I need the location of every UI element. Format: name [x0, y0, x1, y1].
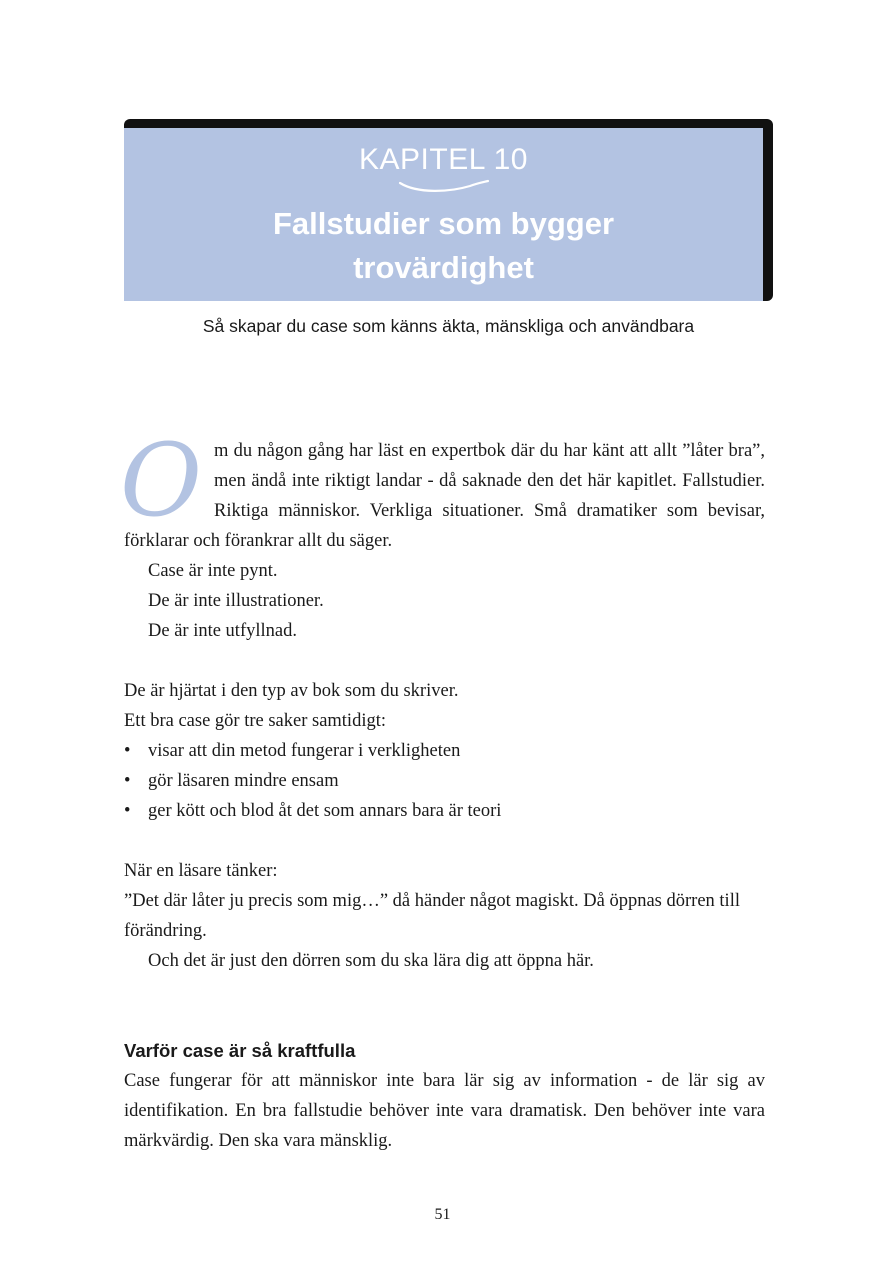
chapter-banner [124, 128, 763, 301]
chapter-label: KAPITEL 10 [359, 143, 528, 176]
quote-paragraph: ”Det där låter ju precis som mig…” då händer något magiskt. Då öppnas dörren till förändring. [124, 891, 740, 941]
intro-text: m du någon gång har läst en expertbok där du har känt att allt ”låter bra”, men ändå inte riktigt landar - då saknade den det här kapitlet. Fallstudier. Riktiga människor. Verkliga situationer. Små dramatiker som bevisar, förklarar och förankrar allt du säger. [124, 441, 765, 551]
case-line-1: Case är inte pynt. [148, 561, 278, 581]
bullet-icon: • [124, 771, 131, 791]
chapter-title-line-2: trovärdighet [353, 250, 534, 285]
chapter-body [120, 422, 765, 1156]
chapter-subtitle: Så skapar du case som känns äkta, mänskliga och användbara [202, 316, 695, 336]
section-heading: Varför case är så kraftfulla [124, 1040, 356, 1061]
case-line-3: De är inte utfyllnad. [148, 621, 297, 641]
door-line: Och det är just den dörren som du ska lära dig att öppna här. [148, 951, 594, 971]
bullet-icon: • [124, 741, 131, 761]
list-item: • gör läsaren mindre ensam [124, 766, 765, 796]
bullet-list [124, 736, 765, 826]
intro-paragraph [120, 422, 765, 556]
heart-line: De är hjärtat i den typ av bok som du skriver. [124, 681, 459, 701]
swash-ornament-icon [396, 178, 492, 194]
chapter-title-line-1: Fallstudier som bygger [272, 206, 615, 241]
bullet-icon: • [124, 801, 131, 821]
case-line-2: De är inte illustrationer. [148, 591, 324, 611]
list-item: • ger kött och blod åt det som annars bara är teori [124, 796, 765, 826]
drop-cap: O [120, 422, 202, 539]
reader-thinks-line: När en läsare tänker: [124, 861, 278, 881]
list-item: • visar att din metod fungerar i verkligheten [124, 736, 765, 766]
section-paragraph: Case fungerar för att människor inte bara lär sig av information - de lär sig av identifikation. En bra fallstudie behöver inte vara dramatisk. Den behöver inte vara märkvärdig. Den ska vara mänsklig. [124, 1071, 765, 1151]
chapter-title [124, 202, 763, 290]
three-things-intro: Ett bra case gör tre saker samtidigt: [124, 711, 386, 731]
page-number: 51 [434, 1206, 451, 1223]
